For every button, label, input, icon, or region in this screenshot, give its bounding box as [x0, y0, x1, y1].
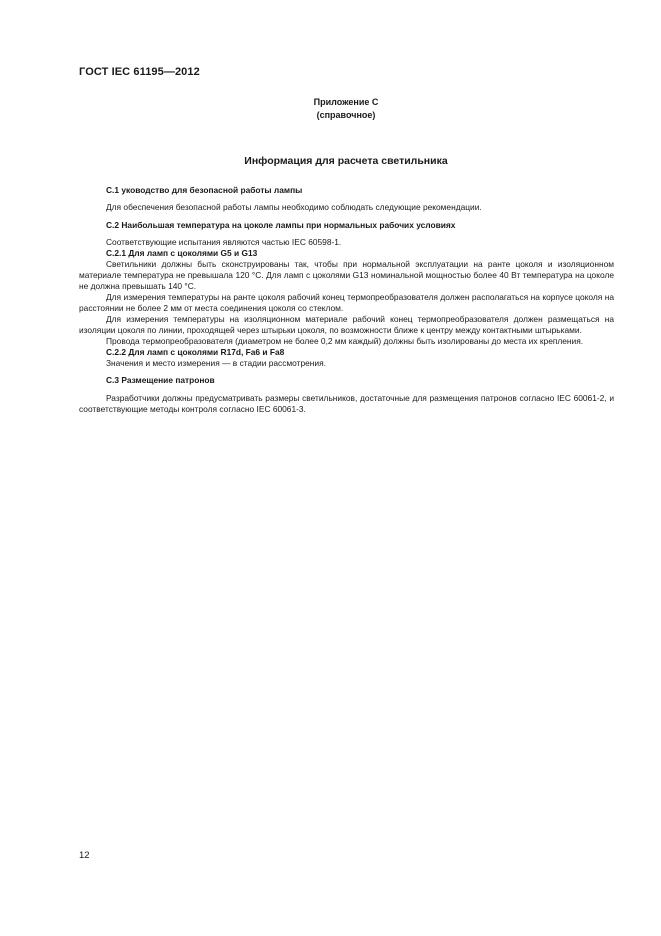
- section-c22-heading: С.2.2 Для ламп с цоколями R17d, Fa6 и Fa8: [106, 347, 285, 357]
- page-number: 12: [79, 850, 90, 861]
- section-c21-heading: С.2.1 Для ламп с цоколями G5 и G13: [106, 248, 258, 258]
- section-c21-paragraph-4: Провода термопреобразователя (диаметром не более 0,2 мм каждый) должны быть изолированы до места их крепления.: [106, 336, 584, 346]
- section-c2-heading: С.2 Наибольшая температура на цоколе лампы при нормальных рабочих условиях: [106, 220, 456, 230]
- document-header: ГОСТ IEC 61195—2012: [79, 66, 200, 78]
- section-c21-paragraph-2: Для измерения температуры на ранте цоколя рабочий конец термопреобразователя должен располагаться на корпусе цоколя на расстоянии не более 2 мм от места соединения цоколя со стеклом.: [79, 292, 614, 313]
- section-c3-heading: С.3 Размещение патронов: [106, 375, 215, 385]
- section-c1-text: Для обеспечения безопасной работы лампы необходимо соблюдать следующие рекомендации.: [106, 202, 482, 212]
- appendix-type: (справочное): [316, 110, 376, 120]
- appendix-title: Информация для расчета светильника: [244, 155, 448, 167]
- section-c21-paragraph-3: Для измерения температуры на изоляционном материале рабочий конец термопреобразователя должен размещаться на изоляции цоколя по линии, проходящей через штырьки цоколя, по возможности ближе к центру между контактными штырьками.: [79, 314, 614, 335]
- appendix-block: [0, 96, 661, 122]
- section-c2-text: Соответствующие испытания являются частью IEC 60598-1.: [106, 237, 342, 247]
- section-c21-paragraph-1: Светильники должны быть сконструированы так, чтобы при нормальной эксплуатации на ранте цоколя и изоляционном материале температура не превышала 120 °С. Для ламп с цоколями G13 номинальной мощностью более 40 Вт температура на цоколе не должна превышать 140 °С.: [79, 259, 614, 291]
- section-c1-heading: С.1 уководство для безопасной работы лампы: [106, 185, 303, 195]
- appendix-label: Приложение С: [313, 97, 379, 107]
- section-c3-text: Разработчики должны предусматривать размеры светильников, достаточные для размещения патронов согласно IEC 60061-2, и соответствующие методы контроля согласно IEC 60061-3.: [79, 393, 614, 414]
- document-body: [79, 185, 614, 415]
- section-c22-text: Значения и место измерения — в стадии рассмотрения.: [106, 358, 326, 368]
